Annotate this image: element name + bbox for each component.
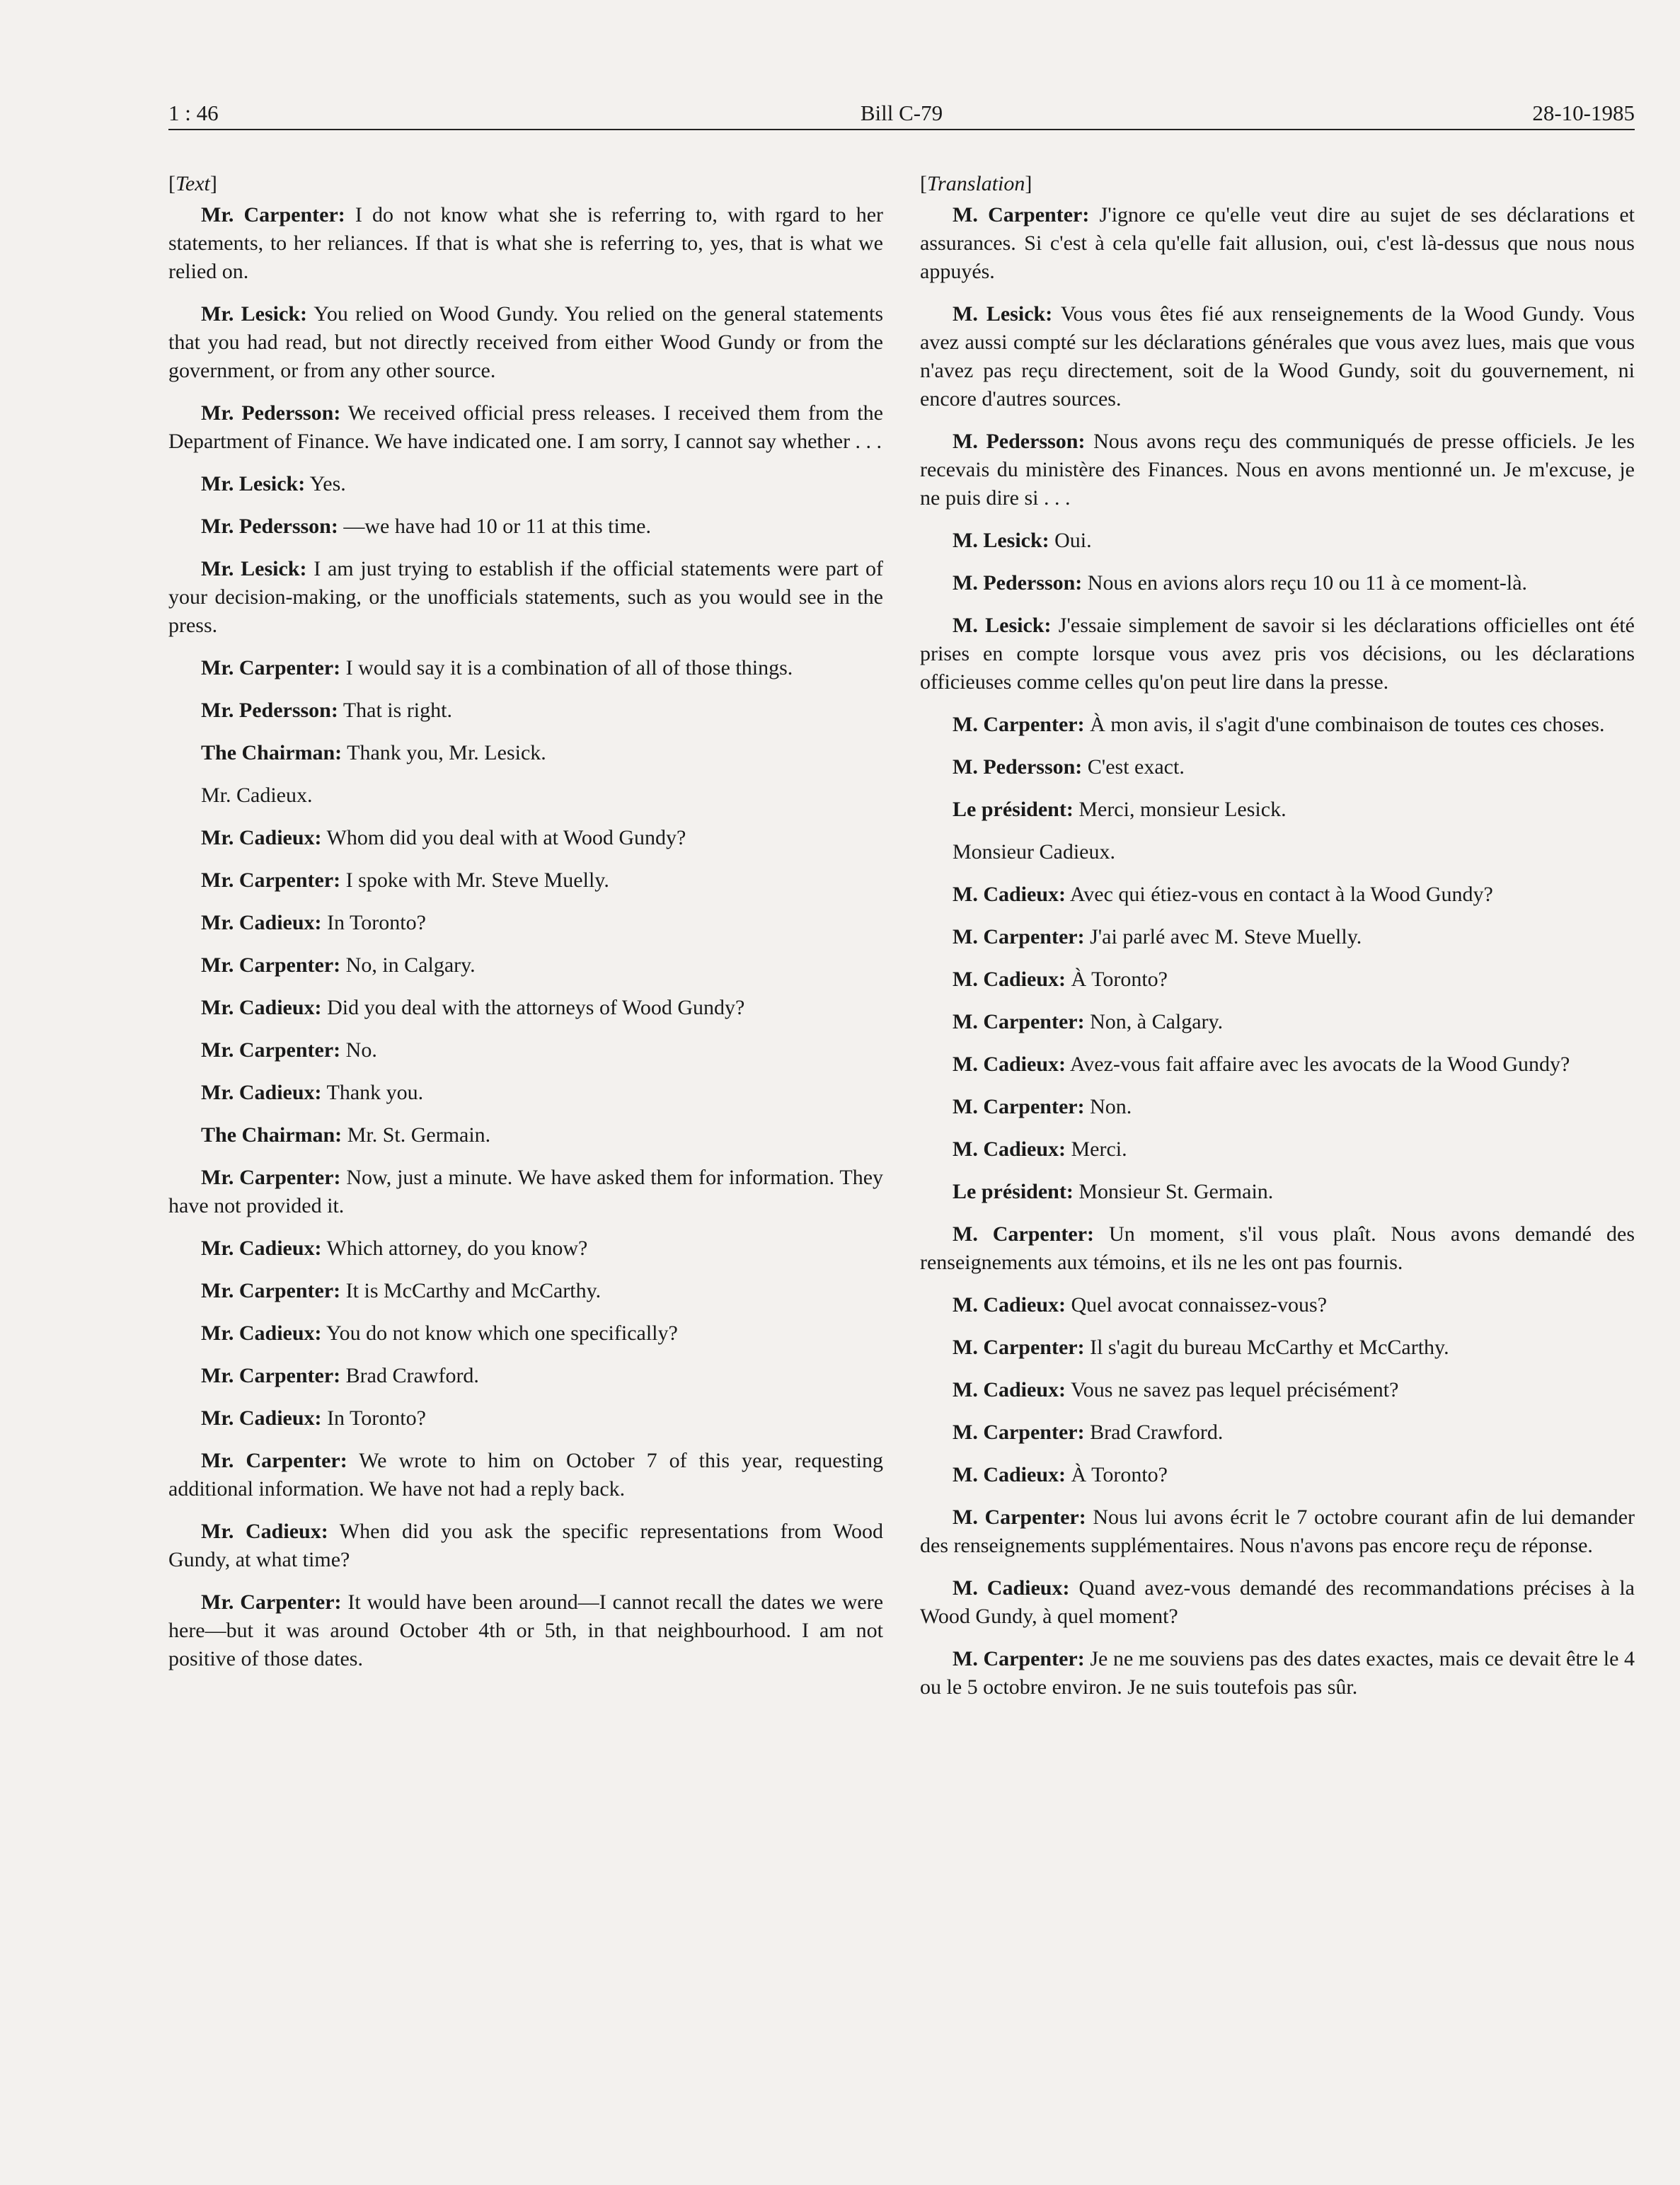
- speaker-name: The Chairman:: [201, 741, 343, 764]
- speech-text: We wrote to him on October 7 of this year, requesting additional information. We have not had a reply back.: [168, 1449, 883, 1501]
- speech-text: —we have had 10 or 11 at this time.: [343, 515, 651, 538]
- speech-text: J'essaie simplement de savoir si les déclarations officielles ont été prises en compte lorsque vous avez pris vos décisions, ou les déclarations officieuses comme celles qu'on peut lire dans la presse.: [920, 614, 1635, 694]
- speech-text: Avec qui étiez-vous en contact à la Wood Gundy?: [1069, 883, 1493, 906]
- speaker-name: The Chairman:: [201, 1123, 343, 1147]
- speech-text: We received official press releases. I received them from the Department of Finance. We have indicated one. I am sorry, I cannot say whether . . .: [168, 401, 883, 453]
- speaker-name: M. Cadieux:: [953, 1378, 1066, 1401]
- speech-text: In Toronto?: [327, 1406, 426, 1430]
- speech-text: Yes.: [309, 472, 346, 495]
- transcript-paragraph: [168, 824, 883, 852]
- speech-text: À Toronto?: [1071, 1463, 1168, 1486]
- speaker-name: M. Lesick:: [953, 529, 1049, 552]
- speaker-name: Mr. Cadieux:: [201, 1321, 322, 1345]
- speaker-name: M. Cadieux:: [953, 1576, 1070, 1600]
- bill-title: Bill C-79: [860, 101, 943, 125]
- transcript-paragraph: [168, 1588, 883, 1673]
- speech-text: Monsieur Cadieux.: [953, 840, 1115, 864]
- speaker-name: M. Cadieux:: [953, 1137, 1066, 1161]
- speaker-name: M. Pedersson:: [953, 430, 1086, 453]
- speech-text: Did you deal with the attorneys of Wood Gundy?: [327, 996, 745, 1019]
- transcript-paragraph: [920, 753, 1635, 781]
- transcript-paragraph: [168, 739, 883, 767]
- speaker-name: M. Carpenter:: [953, 1010, 1085, 1033]
- transcript-paragraph: [168, 1079, 883, 1107]
- speaker-name: Le président:: [953, 1180, 1074, 1203]
- speech-text: Vous ne savez pas lequel précisément?: [1070, 1378, 1399, 1401]
- speech-text: Monsieur St. Germain.: [1078, 1180, 1274, 1203]
- speech-text: No, in Calgary.: [345, 953, 476, 977]
- transcript-paragraph: [920, 965, 1635, 994]
- transcript-paragraph: [920, 428, 1635, 512]
- speaker-name: M. Carpenter:: [953, 1095, 1085, 1118]
- transcript-paragraph: [168, 909, 883, 937]
- transcript-paragraph: [920, 1645, 1635, 1702]
- speech-text: Thank you.: [326, 1081, 424, 1104]
- speaker-name: Mr. Lesick:: [201, 472, 306, 495]
- speaker-name: Mr. Cadieux:: [201, 1237, 322, 1260]
- transcript-paragraph: [920, 569, 1635, 597]
- transcript-paragraph: [168, 512, 883, 541]
- speaker-name: M. Cadieux:: [953, 1293, 1066, 1317]
- speech-text: I would say it is a combination of all of those things.: [345, 656, 793, 679]
- transcript-paragraph: [920, 881, 1635, 909]
- speech-text: No.: [345, 1038, 377, 1062]
- speech-text: Avez-vous fait affaire avec les avocats de la Wood Gundy?: [1069, 1053, 1570, 1076]
- speaker-name: M. Carpenter:: [953, 1647, 1085, 1670]
- speech-text: You do not know which one specifically?: [326, 1321, 678, 1345]
- speaker-name: M. Pedersson:: [953, 571, 1083, 595]
- transcript-paragraph: [168, 1362, 883, 1390]
- speaker-name: M. Pedersson:: [953, 755, 1083, 779]
- speech-text: À mon avis, il s'agit d'une combinaison de toutes ces choses.: [1090, 713, 1605, 736]
- speaker-name: Mr. Carpenter:: [201, 656, 341, 679]
- english-column: [168, 170, 883, 1687]
- transcript-paragraph: [168, 555, 883, 640]
- speaker-name: M. Cadieux:: [953, 968, 1066, 991]
- speech-text: In Toronto?: [327, 911, 426, 934]
- transcript-paragraph: [920, 1418, 1635, 1447]
- transcript-paragraph: [168, 1121, 883, 1149]
- speaker-name: M. Cadieux:: [953, 1053, 1066, 1076]
- transcript-paragraph: [920, 1093, 1635, 1121]
- transcript-paragraph: [920, 796, 1635, 824]
- speech-text: J'ignore ce qu'elle veut dire au sujet de ses déclarations et assurances. Si c'est à cela qu'elle fait allusion, oui, c'est là-dessus que nous nous appuyés.: [920, 203, 1635, 283]
- column-label-translation: [Translation]: [920, 172, 1032, 195]
- transcript-paragraph: [920, 711, 1635, 739]
- speech-text: Quel avocat connaissez-vous?: [1071, 1293, 1328, 1317]
- transcript-paragraph: [168, 1234, 883, 1263]
- column-label-text: [Text]: [168, 172, 217, 195]
- speaker-name: Mr. Pedersson:: [201, 699, 338, 722]
- speaker-name: Mr. Carpenter:: [201, 953, 341, 977]
- transcript-paragraph: [168, 201, 883, 286]
- speaker-name: Mr. Lesick:: [201, 302, 307, 326]
- speech-text: Merci, monsieur Lesick.: [1078, 798, 1287, 821]
- speaker-name: Mr. Carpenter:: [201, 1364, 341, 1387]
- speech-text: J'ai parlé avec M. Steve Muelly.: [1090, 925, 1362, 948]
- transcript-paragraph: [920, 1178, 1635, 1206]
- speech-text: It would have been around—I cannot recall the dates we were here—but it was around October 4th or 5th, in that neighbourhood. I am not positive of those dates.: [168, 1590, 884, 1670]
- transcript-paragraph: [168, 994, 883, 1022]
- transcript-paragraph: [920, 1135, 1635, 1164]
- speech-text: Merci.: [1071, 1137, 1127, 1161]
- speaker-name: M. Lesick:: [953, 614, 1052, 637]
- speaker-name: M. Cadieux:: [953, 883, 1066, 906]
- header-date: 28-10-1985: [1532, 101, 1635, 125]
- transcript-paragraph: [920, 300, 1635, 413]
- speaker-name: M. Carpenter:: [953, 1336, 1085, 1359]
- transcript-paragraph: [920, 1291, 1635, 1319]
- speaker-name: Mr. Carpenter:: [201, 1590, 342, 1614]
- transcript-paragraph: [920, 1008, 1635, 1036]
- transcript-paragraph: [168, 951, 883, 980]
- speaker-name: Mr. Cadieux:: [201, 996, 322, 1019]
- transcript-paragraph: [920, 1503, 1635, 1560]
- speaker-name: Mr. Carpenter:: [201, 203, 345, 226]
- transcript-paragraph: [168, 470, 883, 498]
- transcript-paragraph: [168, 1404, 883, 1433]
- speaker-name: M. Lesick:: [953, 302, 1053, 326]
- speaker-name: M. Cadieux:: [953, 1463, 1066, 1486]
- speaker-name: Mr. Carpenter:: [201, 1279, 341, 1302]
- transcript-paragraph: [168, 654, 883, 682]
- speech-text: À Toronto?: [1071, 968, 1168, 991]
- speaker-name: Mr. Cadieux:: [201, 826, 322, 849]
- speaker-name: Mr. Cadieux:: [201, 1520, 328, 1543]
- speaker-name: Mr. Lesick:: [201, 557, 307, 580]
- speaker-name: Mr. Carpenter:: [201, 1166, 341, 1189]
- speech-text: I am just trying to establish if the official statements were part of your decision-making, or the unofficials statements, such as you would see in the press.: [168, 557, 883, 637]
- speech-text: Un moment, s'il vous plaît. Nous avons demandé des renseignements aux témoins, et ils ne les ont pas fournis.: [920, 1222, 1635, 1274]
- transcript-paragraph: [920, 838, 1635, 866]
- page-number: 1 : 46: [168, 101, 219, 125]
- speaker-name: Mr. Cadieux:: [201, 1081, 322, 1104]
- speech-text: You relied on Wood Gundy. You relied on the general statements that you had read, but not directly received from either Wood Gundy or from the government, or from any other source.: [168, 302, 884, 382]
- transcript-paragraph: [168, 866, 883, 895]
- transcript-paragraph: [920, 1376, 1635, 1404]
- transcript-paragraph: [920, 1574, 1635, 1631]
- speech-text: When did you ask the specific representations from Wood Gundy, at what time?: [168, 1520, 883, 1571]
- speaker-name: M. Carpenter:: [953, 1222, 1095, 1246]
- speech-text: Nous lui avons écrit le 7 octobre courant afin de lui demander des renseignements supplémentaires. Nous n'avons pas encore reçu de réponse.: [920, 1506, 1635, 1557]
- transcript-paragraph: [920, 1220, 1635, 1277]
- speaker-name: Mr. Cadieux:: [201, 1406, 322, 1430]
- speech-text: Nous en avions alors reçu 10 ou 11 à ce moment-là.: [1087, 571, 1528, 595]
- transcript-paragraph: [168, 300, 883, 385]
- speech-text: Brad Crawford.: [1090, 1421, 1224, 1444]
- speech-text: I do not know what she is referring to, with rgard to her statements, to her reliances. If that is what she is referring to, yes, that is what we relied on.: [168, 203, 884, 283]
- transcript-paragraph: [168, 696, 883, 725]
- speaker-name: Le président:: [953, 798, 1074, 821]
- transcript-paragraph: [168, 781, 883, 810]
- speech-text: Oui.: [1054, 529, 1092, 552]
- speech-text: Which attorney, do you know?: [326, 1237, 588, 1260]
- transcript-paragraph: [168, 1164, 883, 1220]
- transcript-paragraph: [168, 1319, 883, 1348]
- transcript-paragraph: [168, 1277, 883, 1305]
- transcript-paragraph: [168, 1518, 883, 1574]
- speech-text: Mr. Cadieux.: [201, 784, 313, 807]
- transcript-paragraph: [920, 527, 1635, 555]
- speaker-name: Mr. Pedersson:: [201, 401, 341, 425]
- french-column: [920, 170, 1635, 1716]
- speech-text: Thank you, Mr. Lesick.: [347, 741, 546, 764]
- speech-text: Quand avez-vous demandé des recommandations précises à la Wood Gundy, à quel moment?: [920, 1576, 1635, 1628]
- transcript-paragraph: [920, 1050, 1635, 1079]
- speech-text: Vous vous êtes fié aux renseignements de la Wood Gundy. Vous avez aussi compté sur les déclarations générales que vous avez lues, mais que vous n'avez pas reçu directement, soit de la Wood Gundy, soit du gouvernement, ni encore d'autres sources.: [920, 302, 1635, 411]
- speech-text: Non, à Calgary.: [1090, 1010, 1224, 1033]
- speech-text: It is McCarthy and McCarthy.: [345, 1279, 602, 1302]
- speech-text: Mr. St. Germain.: [347, 1123, 491, 1147]
- page-header: [168, 101, 1635, 130]
- speaker-name: Mr. Pedersson:: [201, 515, 338, 538]
- speech-text: C'est exact.: [1087, 755, 1185, 779]
- speech-text: That is right.: [343, 699, 452, 722]
- transcript-paragraph: [168, 1036, 883, 1065]
- speaker-name: Mr. Carpenter:: [201, 1038, 341, 1062]
- speech-text: Non.: [1090, 1095, 1132, 1118]
- speech-text: Je ne me souviens pas des dates exactes, mais ce devait être le 4 ou le 5 octobre environ. Je ne suis toutefois pas sûr.: [920, 1647, 1635, 1699]
- speaker-name: Mr. Carpenter:: [201, 1449, 347, 1472]
- speech-text: Now, just a minute. We have asked them for information. They have not provided it.: [168, 1166, 884, 1217]
- speech-text: Nous avons reçu des communiqués de presse officiels. Je les recevais du ministère des Finances. Nous en avons mentionné un. Je m'excuse, je ne puis dire si . . .: [920, 430, 1635, 510]
- speaker-name: Mr. Cadieux:: [201, 911, 322, 934]
- speech-text: Brad Crawford.: [345, 1364, 479, 1387]
- speaker-name: M. Carpenter:: [953, 925, 1085, 948]
- speech-text: Whom did you deal with at Wood Gundy?: [326, 826, 686, 849]
- speaker-name: Mr. Carpenter:: [201, 868, 341, 892]
- transcript-paragraph: [920, 1461, 1635, 1489]
- transcript-paragraph: [920, 923, 1635, 951]
- transcript-paragraph: [920, 201, 1635, 286]
- speaker-name: M. Carpenter:: [953, 1421, 1085, 1444]
- speaker-name: M. Carpenter:: [953, 713, 1085, 736]
- speaker-name: M. Carpenter:: [953, 203, 1090, 226]
- transcript-paragraph: [168, 1447, 883, 1503]
- speaker-name: M. Carpenter:: [953, 1506, 1086, 1529]
- speech-text: Il s'agit du bureau McCarthy et McCarthy.: [1090, 1336, 1449, 1359]
- transcript-paragraph: [168, 399, 883, 456]
- speech-text: I spoke with Mr. Steve Muelly.: [345, 868, 609, 892]
- transcript-paragraph: [920, 612, 1635, 696]
- transcript-paragraph: [920, 1334, 1635, 1362]
